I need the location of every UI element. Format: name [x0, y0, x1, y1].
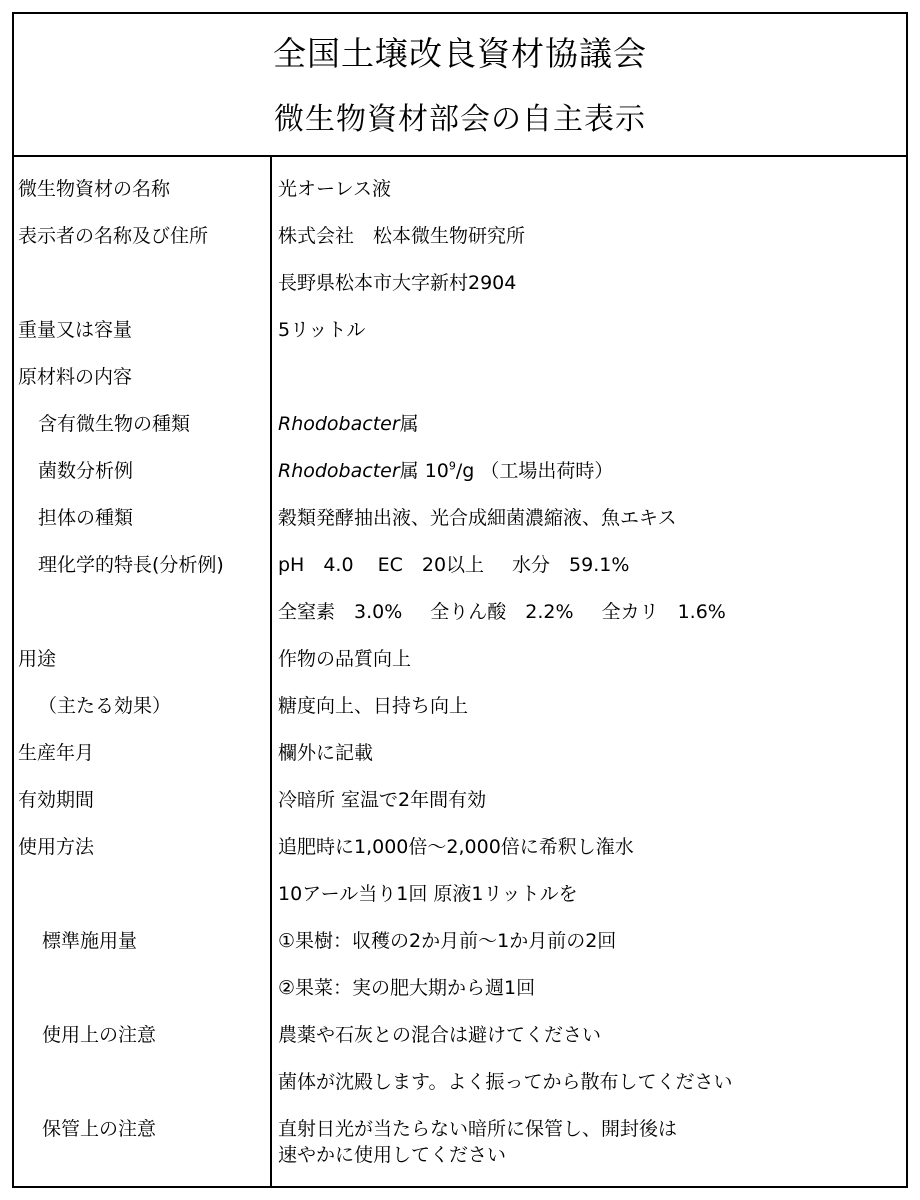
row-value: 冷暗所 室温で2年間有効 — [278, 789, 487, 811]
genus-name: Rhodobacter — [278, 460, 400, 482]
row-production-date — [14, 730, 906, 777]
row-value — [278, 401, 419, 448]
row-value: 糖度向上、日持ち向上 — [278, 695, 469, 717]
row-label: 標準施用量 — [42, 930, 138, 952]
row-value — [278, 589, 726, 636]
count-exponent: 9 — [448, 459, 456, 473]
row-value: 農薬や石灰との混合は避けてください — [278, 1024, 602, 1046]
row-standard-rate-2 — [14, 965, 906, 1012]
row-label: 菌数分析例 — [38, 460, 134, 482]
row-value: 穀類発酵抽出液、光合成細菌濃縮液、魚エキス — [278, 507, 677, 529]
row-label: 表示者の名称及び住所 — [18, 225, 209, 247]
row-value: ①果樹：収穫の2か月前～1か月前の2回 — [278, 930, 617, 952]
row-labeler — [14, 213, 906, 260]
row-physchem-2 — [14, 589, 906, 636]
row-shelf-life — [14, 777, 906, 824]
count-unit: /g （工場出荷時） — [455, 460, 614, 482]
row-usage-caution-2 — [14, 1059, 906, 1106]
row-ingredients — [14, 354, 906, 401]
phosphate-value: 全りん酸 2.2% — [430, 601, 574, 623]
nitrogen-value: 全窒素 3.0% — [278, 601, 403, 623]
row-label: 使用上の注意 — [42, 1024, 157, 1046]
info-table — [14, 166, 906, 1178]
row-usage-caution — [14, 1012, 906, 1059]
row-value: 作物の品質向上 — [278, 648, 412, 670]
row-label: 保管上の注意 — [42, 1118, 157, 1140]
ph-value: pH 4.0 — [278, 554, 354, 576]
row-physchem-1 — [14, 542, 906, 589]
row-value: 10アール当り1回 原液1リットルを — [278, 883, 578, 905]
row-storage-caution — [14, 1106, 906, 1178]
row-label: 担体の種類 — [38, 507, 134, 529]
row-value — [278, 542, 629, 589]
page-subtitle: 微生物資材部会の自主表示 — [274, 102, 646, 137]
row-standard-rate — [14, 918, 906, 965]
row-label: 含有微生物の種類 — [38, 413, 191, 435]
row-label: 原材料の内容 — [18, 366, 133, 388]
row-value — [278, 1116, 677, 1168]
row-volume — [14, 307, 906, 354]
row-material-name — [14, 166, 906, 213]
row-value: 長野県松本市大字新村2904 — [278, 272, 517, 294]
page-title: 全国土壌改良資材協議会 — [273, 34, 647, 73]
row-value — [278, 448, 613, 495]
potassium-value: 全カリ 1.6% — [601, 601, 726, 623]
row-value: ②果菜：実の肥大期から週1回 — [278, 977, 536, 999]
row-value: 菌体が沈殿します。よく振ってから散布してください — [278, 1071, 733, 1093]
row-label: 微生物資材の名称 — [18, 178, 171, 200]
row-carrier — [14, 495, 906, 542]
header — [14, 14, 906, 157]
ec-value: EC 20以上 — [377, 554, 485, 576]
row-value: 欄外に記載 — [278, 742, 374, 764]
storage-line-2: 速やかに使用してください — [278, 1144, 507, 1166]
row-address — [14, 260, 906, 307]
row-label: （主たる効果） — [38, 695, 172, 717]
moisture-value: 水分 59.1% — [512, 554, 630, 576]
row-usage-amount — [14, 871, 906, 918]
row-value: 株式会社 松本微生物研究所 — [278, 225, 526, 247]
row-label: 用途 — [18, 648, 57, 670]
row-label: 生産年月 — [18, 742, 95, 764]
row-use — [14, 636, 906, 683]
row-label: 理化学的特長(分析例) — [38, 554, 224, 576]
count-base: 属 10 — [399, 460, 449, 482]
row-usage — [14, 824, 906, 871]
storage-line-1: 直射日光が当たらない暗所に保管し、開封後は — [278, 1118, 678, 1140]
genus-name: Rhodobacter — [278, 413, 400, 435]
row-main-effect — [14, 683, 906, 730]
row-value: 5リットル — [278, 319, 366, 341]
row-label: 重量又は容量 — [18, 319, 133, 341]
row-label: 有効期間 — [18, 789, 95, 811]
row-cell-count — [14, 448, 906, 495]
row-value: 追肥時に1,000倍～2,000倍に希釈し潅水 — [278, 836, 634, 858]
row-value: 光オーレス液 — [278, 178, 392, 200]
genus-suffix: 属 — [399, 413, 419, 435]
row-microbe-type — [14, 401, 906, 448]
row-label: 使用方法 — [18, 836, 95, 858]
label-frame — [12, 12, 908, 1188]
